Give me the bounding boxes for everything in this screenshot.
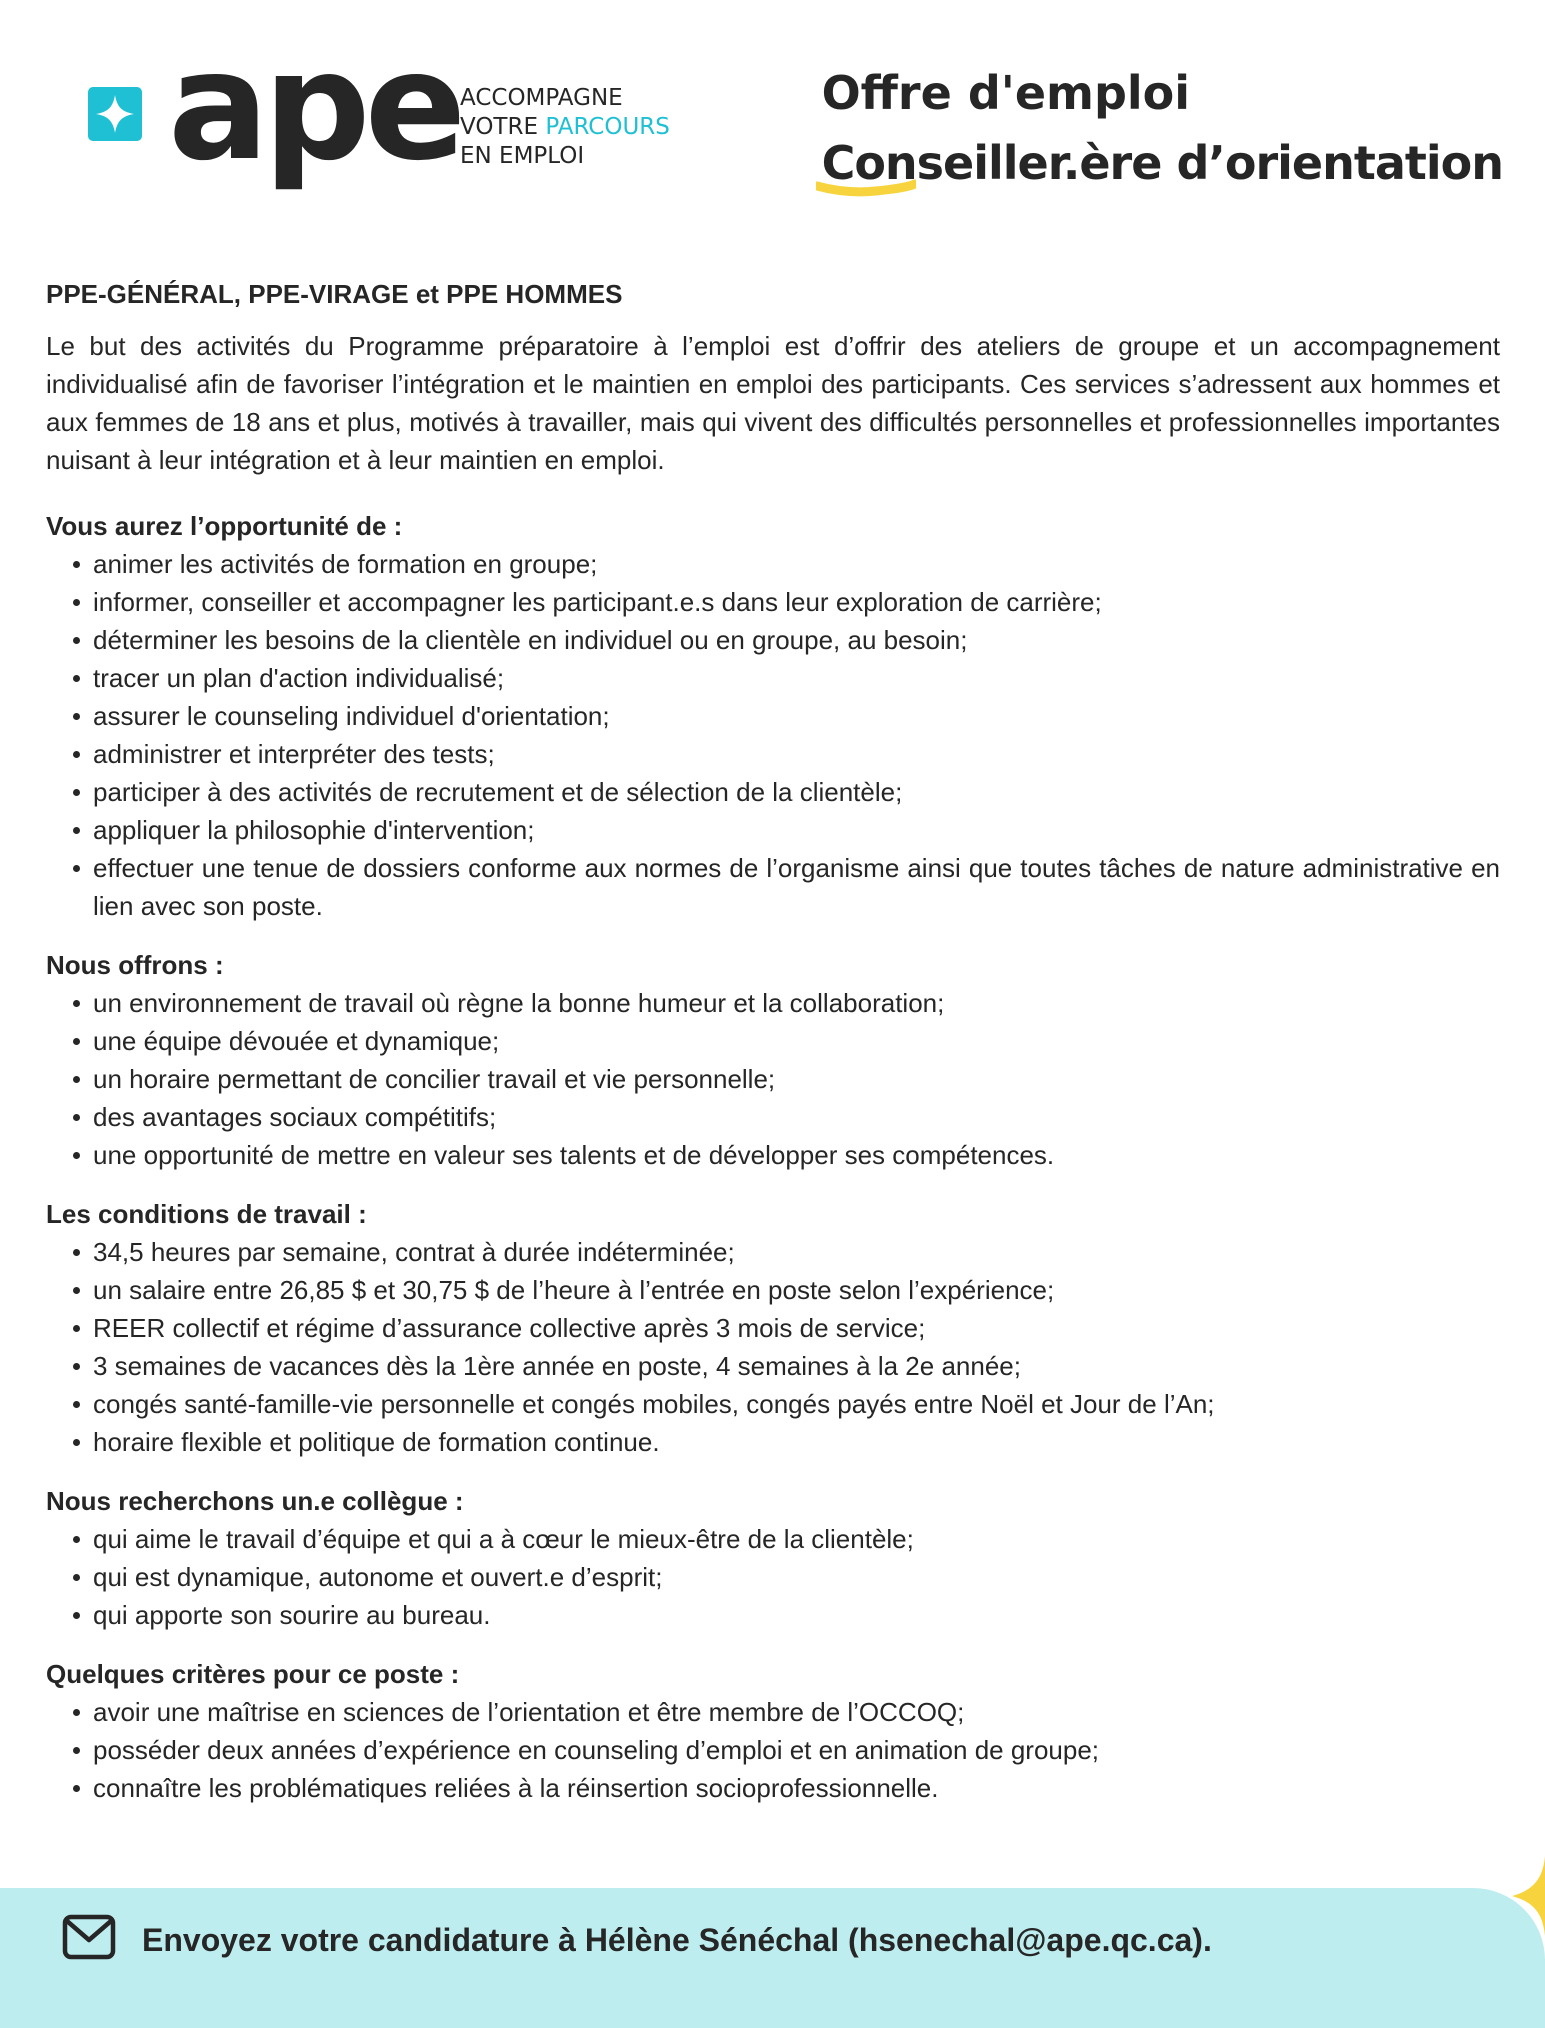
- list-item: qui apporte son sourire au bureau.: [46, 1596, 1500, 1634]
- list-item: déterminer les besoins de la clientèle en individuel ou en groupe, au besoin;: [46, 621, 1500, 659]
- envelope-icon: [62, 1914, 116, 1960]
- list-item: administrer et interpréter des tests;: [46, 735, 1500, 773]
- section-2: [46, 1195, 1500, 1461]
- position-title-wrap: [822, 132, 1503, 194]
- list-item: un environnement de travail où règne la bonne humeur et la collaboration;: [46, 984, 1500, 1022]
- section-heading: Quelques critères pour ce poste :: [46, 1659, 460, 1689]
- tagline-line-1: ACCOMPAGNE: [460, 85, 623, 111]
- list-item: animer les activités de formation en groupe;: [46, 545, 1500, 583]
- corner-sparkle-icon: [1512, 1856, 1545, 1936]
- tagline-line-3: EN EMPLOI: [460, 143, 585, 169]
- intro-paragraph: Le but des activités du Programme préparatoire à l’emploi est d’offrir des ateliers de groupe et un accompagnement individualisé afin de favoriser l’intégration et le maintien en emploi des participants. Ces services s’adressent aux hommes et aux femmes de 18 ans et plus, motivés à travailler, mais qui vivent des difficultés personnelles et professionnelles importantes nuisant à leur intégration et à leur maintien en emploi.: [46, 331, 1500, 475]
- list-item: des avantages sociaux compétitifs;: [46, 1098, 1500, 1136]
- list-item: un horaire permettant de concilier travail et vie personnelle;: [46, 1060, 1500, 1098]
- list-item: REER collectif et régime d’assurance collective après 3 mois de service;: [46, 1309, 1500, 1347]
- title-block: [822, 62, 1503, 194]
- section-4: [46, 1655, 1500, 1807]
- tagline-line-2: [460, 113, 670, 142]
- list-item: congés santé-famille-vie personnelle et congés mobiles, congés payés entre Noël et Jour de l’An;: [46, 1385, 1500, 1423]
- bullet-list: [46, 545, 1500, 925]
- program-heading: PPE-GÉNÉRAL, PPE-VIRAGE et PPE HOMMES: [46, 279, 623, 309]
- section-heading: Vous aurez l’opportunité de :: [46, 511, 403, 541]
- list-item: posséder deux années d’expérience en counseling d’emploi et en animation de groupe;: [46, 1731, 1500, 1769]
- list-item: effectuer une tenue de dossiers conforme aux normes de l’organisme ainsi que toutes tâches de nature administrative en lien avec son poste.: [46, 849, 1500, 925]
- list-item: avoir une maîtrise en sciences de l’orientation et être membre de l’OCCOQ;: [46, 1693, 1500, 1731]
- logo-tagline: [460, 84, 670, 171]
- sparkle-icon: [88, 87, 142, 141]
- section-heading: Les conditions de travail :: [46, 1199, 367, 1229]
- tagline-accent: PARCOURS: [545, 114, 670, 140]
- list-item: qui est dynamique, autonome et ouvert.e d’esprit;: [46, 1558, 1500, 1596]
- list-item: horaire flexible et politique de formation continue.: [46, 1423, 1500, 1461]
- logo-wordmark: ape: [168, 20, 461, 194]
- list-item: 3 semaines de vacances dès la 1ère année en poste, 4 semaines à la 2e année;: [46, 1347, 1500, 1385]
- list-item: une opportunité de mettre en valeur ses talents et de développer ses compétences.: [46, 1136, 1500, 1174]
- ape-logo: [88, 20, 708, 200]
- section-1: [46, 946, 1500, 1174]
- bullet-list: [46, 1693, 1500, 1807]
- section-0: [46, 507, 1500, 925]
- list-item: 34,5 heures par semaine, contrat à durée indéterminée;: [46, 1233, 1500, 1271]
- section-heading: Nous recherchons un.e collègue :: [46, 1486, 464, 1516]
- bullet-list: [46, 984, 1500, 1174]
- list-item: participer à des activités de recrutement et de sélection de la clientèle;: [46, 773, 1500, 811]
- job-description: [46, 275, 1500, 1828]
- list-item: informer, conseiller et accompagner les participant.e.s dans leur exploration de carrière;: [46, 583, 1500, 621]
- bullet-list: [46, 1233, 1500, 1461]
- list-item: qui aime le travail d’équipe et qui a à cœur le mieux-être de la clientèle;: [46, 1520, 1500, 1558]
- section-3: [46, 1482, 1500, 1634]
- contact-footer: [0, 1888, 1545, 2028]
- position-title: Conseiller.ère d’orientation: [821, 136, 1503, 190]
- contact-text: Envoyez votre candidature à Hélène Sénéchal (hsenechal@ape.qc.ca).: [142, 1922, 1212, 1958]
- list-item: une équipe dévouée et dynamique;: [46, 1022, 1500, 1060]
- tagline-line-2-start: VOTRE: [460, 114, 546, 140]
- bullet-list: [46, 1520, 1500, 1634]
- list-item: assurer le counseling individuel d'orientation;: [46, 697, 1500, 735]
- list-item: connaître les problématiques reliées à la réinsertion socioprofessionnelle.: [46, 1769, 1500, 1807]
- list-item: tracer un plan d'action individualisé;: [46, 659, 1500, 697]
- list-item: un salaire entre 26,85 $ et 30,75 $ de l’heure à l’entrée en poste selon l’expérience;: [46, 1271, 1500, 1309]
- page-title: Offre d'emploi: [821, 66, 1191, 120]
- list-item: appliquer la philosophie d'intervention;: [46, 811, 1500, 849]
- section-heading: Nous offrons :: [46, 950, 224, 980]
- sections-container: [46, 507, 1500, 1807]
